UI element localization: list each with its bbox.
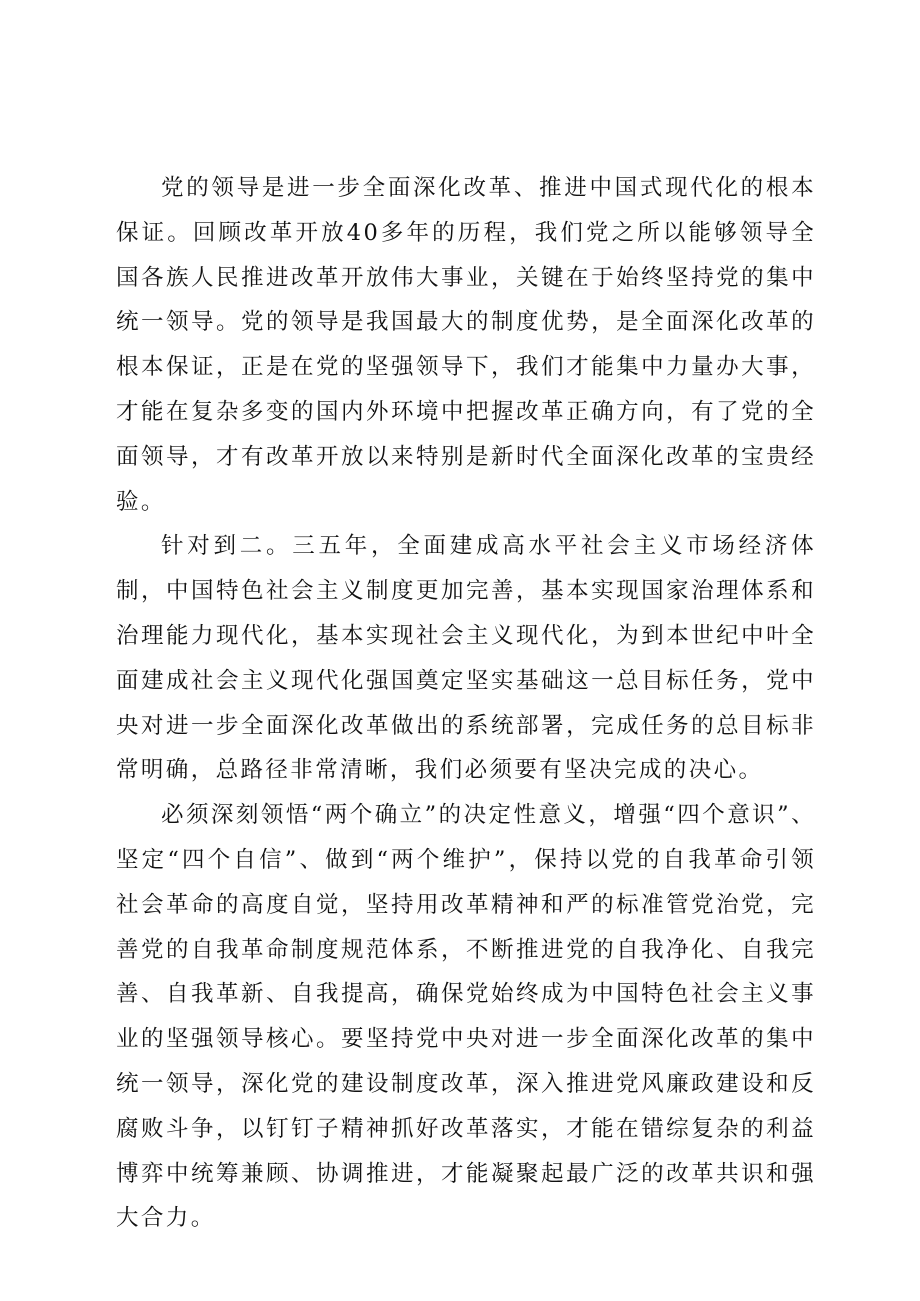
paragraph-2035-goals: 针对到二。三五年，全面建成高水平社会主义市场经济体制，中国特色社会主义制度更加完善，基本实现国家治理体系和治理能力现代化，基本实现社会主义现代化，为到本世纪中叶全面建成社会主义现代化强国奠定坚实基础这一总目标任务，党中央对进一步全面深化改革做出的系统部署，完成任务的总目标非常明确，总路径非常清晰，我们必须要有坚决完成的决心。 xyxy=(116,533,816,784)
paragraph-two-establishments: 必须深刻领悟“两个确立”的决定性意义，增强“四个意识”、坚定“四个自信”、做到“两个维护”，保持以党的自我革命引领社会革命的高度自觉，坚持用改革精神和严的标准管党治党，完善党的自我革命制度规范体系，不断推进党的自我净化、自我完善、自我革新、自我提高，确保党始终成为中国特色社会主义事业的坚强领导核心。要坚持党中央对进一步全面深化改革的集中统一领导，深化党的建设制度改革，深入推进党风廉政建设和反腐败斗争，以钉钉子精神抓好改革落实，才能在错综复杂的利益博弈中统筹兼顾、协调推进，才能凝聚起最广泛的改革共识和强大合力。 xyxy=(116,802,816,1232)
paragraph-party-leadership: 党的领导是进一步全面深化改革、推进中国式现代化的根本保证。回顾改革开放40多年的历程，我们党之所以能够领导全国各族人民推进改革开放伟大事业，关键在于始终坚持党的集中统一领导。党的领导是我国最大的制度优势，是全面深化改革的根本保证，正是在党的坚强领导下，我们才能集中力量办大事，才能在复杂多变的国内外环境中把握改革正确方向，有了党的全面领导，才有改革开放以来特别是新时代全面深化改革的宝贵经验。 xyxy=(116,175,816,515)
document-body xyxy=(116,166,816,1241)
